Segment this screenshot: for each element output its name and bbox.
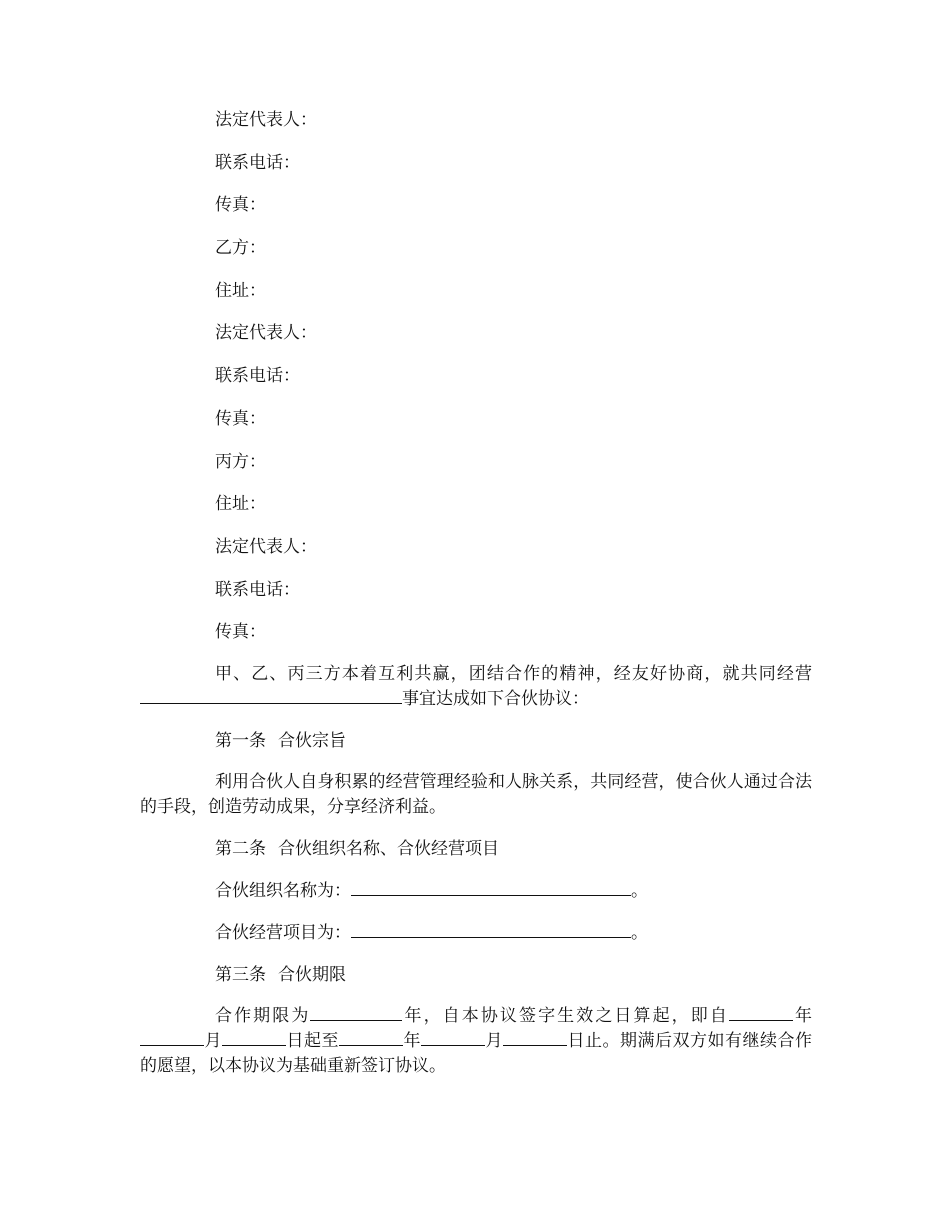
field-party-b: 乙方： <box>215 238 266 259</box>
start-day-label: 日起至 <box>286 1030 339 1051</box>
field-fax-c: 传真： <box>215 622 266 643</box>
field-legal-representative-a: 法定代表人： <box>215 110 317 130</box>
partnership-name-blank <box>351 879 631 896</box>
field-phone-a: 联系电话： <box>215 152 300 173</box>
field-phone-c: 联系电话： <box>215 579 300 600</box>
article-1-heading <box>140 728 812 754</box>
term-text-end: 日止。期满后双方如有继续合作的愿望，以本协议为基础重新签订协议。 <box>140 1030 812 1076</box>
business-blank <box>140 687 402 704</box>
article-2-title: 合伙组织名称、合伙经营项目 <box>278 838 499 859</box>
article-1-body: 利用合伙人自身积累的经营管理经验和人脉关系，共同经营，使合伙人通过合法的手段，创造劳动成果，分享经济利益。 <box>140 771 812 817</box>
partnership-name-label: 合伙组织名称为： <box>215 880 351 901</box>
article-3-title: 合伙期限 <box>278 964 346 985</box>
end-day-blank <box>503 1029 567 1046</box>
start-year-blank <box>729 1004 793 1021</box>
partnership-project-blank <box>351 921 631 938</box>
article-3-body <box>140 1004 812 1079</box>
article-2-number: 第二条 <box>215 838 266 859</box>
term-text-2: 年，自本协议签字生效之日算起，即自 <box>402 1005 729 1026</box>
article-1-title: 合伙宗旨 <box>278 730 346 751</box>
article-2-heading <box>140 836 812 862</box>
partnership-name-line <box>140 878 812 904</box>
start-year-label: 年 <box>792 1005 813 1026</box>
field-address-b: 住址： <box>215 280 266 301</box>
article-3-heading <box>140 962 812 988</box>
field-fax-b: 传真： <box>215 408 266 429</box>
end-year-label: 年 <box>403 1030 421 1051</box>
article-1-number: 第一条 <box>215 730 266 751</box>
partnership-project-line <box>140 920 812 946</box>
intro-text-2: 事宜达成如下合伙协议： <box>402 688 589 709</box>
partnership-project-end: 。 <box>631 922 648 943</box>
partnership-project-label: 合伙经营项目为： <box>215 922 351 943</box>
start-day-blank <box>222 1029 286 1046</box>
term-years-blank <box>310 1004 402 1021</box>
intro-text-1: 甲、乙、丙三方本着互利共赢，团结合作的精神，经友好协商，就共同经营 <box>215 663 812 684</box>
partnership-name-end: 。 <box>631 880 648 901</box>
end-year-blank <box>339 1029 403 1046</box>
field-legal-representative-b: 法定代表人： <box>215 323 317 344</box>
field-party-c: 丙方： <box>215 451 266 472</box>
start-month-blank <box>140 1029 204 1046</box>
end-month-label: 月 <box>485 1030 503 1051</box>
start-month-label: 月 <box>204 1030 222 1051</box>
term-text-1: 合作期限为 <box>215 1005 311 1026</box>
document-content <box>140 107 812 1095</box>
end-month-blank <box>421 1029 485 1046</box>
field-address-c: 住址： <box>215 494 266 515</box>
field-legal-representative-c: 法定代表人： <box>215 536 317 557</box>
field-fax-a: 传真： <box>215 195 266 216</box>
article-3-number: 第三条 <box>215 964 266 985</box>
intro-paragraph <box>140 662 812 712</box>
field-phone-b: 联系电话： <box>215 366 300 387</box>
